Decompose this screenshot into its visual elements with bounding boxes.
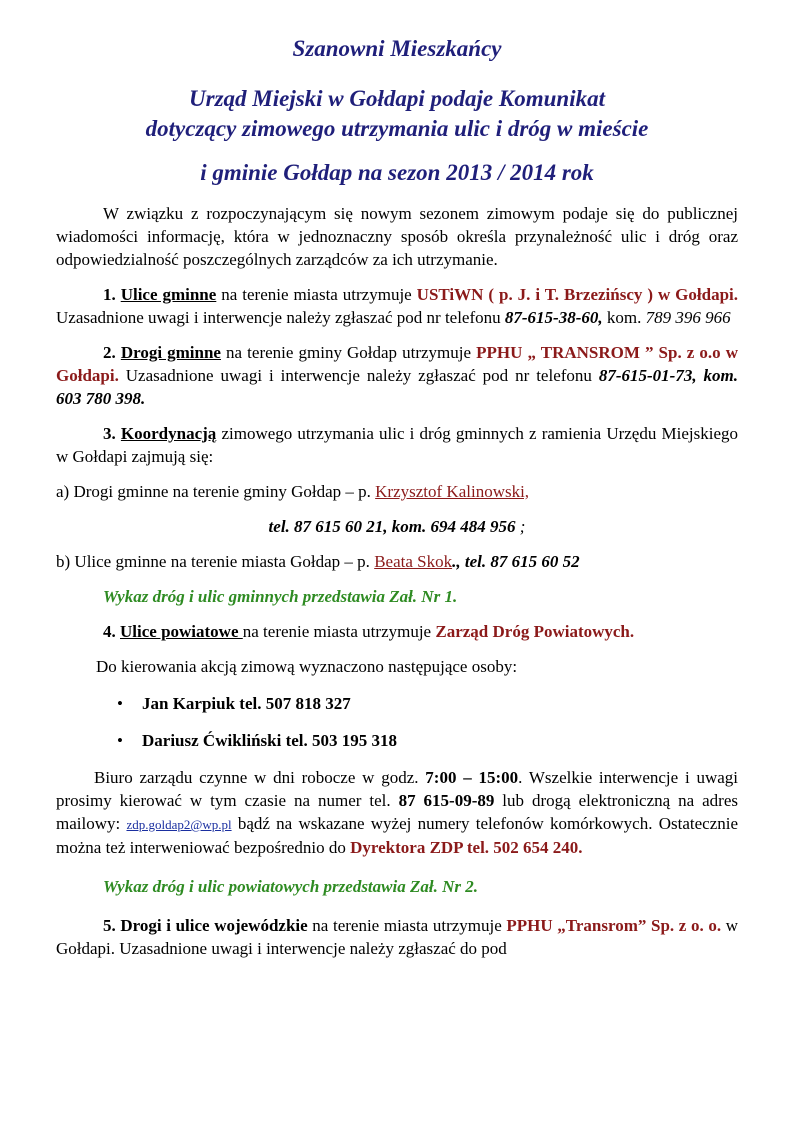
intro-paragraph: W związku z rozpoczynającym się nowym sezonem zimowym podaje się do publicznej wiadomości informację, która w jednoznaczny sposób określa przynależność ulic i dróg oraz odpowiedzialność poszczególnych zarządców za ich utrzymanie. xyxy=(56,204,738,269)
office-text-1: Biuro zarządu czynne w dni robocze w godz. xyxy=(94,768,426,787)
persons-list xyxy=(56,692,738,752)
document-page xyxy=(56,34,738,960)
office-hours: 7:00 – 15:00 xyxy=(425,768,519,787)
section-4-note: Wykaz dróg i ulic powiatowych przedstawia Zał. Nr 2. xyxy=(103,877,478,896)
title-line-2: Urząd Miejski w Gołdapi podaje Komunikat xyxy=(189,86,605,111)
section-3-note: Wykaz dróg i ulic gminnych przedstawia Zał. Nr 1. xyxy=(103,587,458,606)
coordinator-b-text: b) Ulice gminne na terenie miasta Gołdap – p. xyxy=(56,552,375,571)
section-5-number: 5. xyxy=(103,916,116,935)
section-4-text: na terenie miasta utrzymuje xyxy=(242,622,436,641)
section-1-text-2: Uzasadnione uwagi i interwencje należy zgłaszać pod nr telefonu xyxy=(56,308,505,327)
persons-intro: Do kierowania akcją zimową wyznaczono następujące osoby: xyxy=(96,657,518,676)
bullet-icon: • xyxy=(117,731,123,750)
section-5-text-2: w Gołdapi. Uzasadnione uwagi i interwencje należy zgłaszać do pod xyxy=(56,916,738,958)
section-1-text-3: kom. xyxy=(602,308,646,327)
section-3-heading: Koordynacją xyxy=(120,424,217,443)
title-line-4: i gminie Gołdap na sezon 2013 / 2014 rok xyxy=(200,160,594,185)
section-5-company: PPHU „Transrom” Sp. z o. o. xyxy=(506,916,722,935)
section-2 xyxy=(56,341,738,410)
section-3-text: zimowego utrzymania ulic i dróg gminnych z ramienia Urzędu Miejskiego w Gołdapi zajmują się: xyxy=(56,424,738,466)
section-2-text-2: Uzasadnione uwagi i interwencje należy zgłaszać pod nr telefonu xyxy=(118,366,599,385)
bullet-icon: • xyxy=(117,694,123,713)
title-line-3: dotyczący zimowego utrzymania ulic i dróg w mieście xyxy=(145,116,649,141)
section-2-number: 2. xyxy=(103,343,116,362)
coordinator-a-end: ; xyxy=(515,517,526,536)
coordinator-b-name[interactable]: Beata Skok xyxy=(374,552,453,571)
office-paragraph xyxy=(56,766,738,859)
person-1: Jan Karpiuk tel. 507 818 327 xyxy=(142,694,351,713)
section-2-phone: 87-615-01-73, kom. 603 780 398. xyxy=(56,366,739,408)
coordinator-a-phone-line xyxy=(56,515,738,538)
list-item xyxy=(56,729,738,752)
section-4-heading: Ulice powiatowe xyxy=(120,622,243,641)
coordinator-a-text: a) Drogi gminne na terenie gminy Gołdap – p. xyxy=(56,482,376,501)
title-line-1: Szanowni Mieszkańcy xyxy=(292,36,502,61)
coordinator-a-name[interactable]: Krzysztof Kalinowski, xyxy=(375,482,530,501)
director-contact: Dyrektora ZDP tel. 502 654 240. xyxy=(350,838,583,857)
office-text-2: . Wszelkie interwencje i uwagi prosimy kierować w tym czasie na numer tel. xyxy=(56,768,738,810)
coordinator-a-phone: tel. 87 615 60 21, kom. 694 484 956 xyxy=(268,517,516,536)
section-3 xyxy=(56,422,738,468)
email-link[interactable]: zdp.goldap2@wp.pl xyxy=(126,817,232,832)
section-2-company: PPHU „ TRANSROM ” Sp. z o.o w Gołdapi. xyxy=(56,343,738,385)
office-text-4: bądź na wskazane wyżej numery telefonów komórkowych. Ostatecznie można też interweniować bezpośrednio do xyxy=(56,814,739,857)
section-1-mobile: 789 396 966 xyxy=(645,308,731,327)
office-phone: 87 615-09-89 xyxy=(398,791,495,810)
section-5-heading: Drogi i ulice wojewódzkie xyxy=(120,916,308,935)
coordinator-b xyxy=(56,550,738,573)
section-1-number: 1. xyxy=(103,285,116,304)
list-item xyxy=(56,692,738,715)
section-4-number: 4. xyxy=(103,622,116,641)
section-2-heading: Drogi gminne xyxy=(120,343,221,362)
section-3-number: 3. xyxy=(103,424,116,443)
section-1-text: na terenie miasta utrzymuje xyxy=(216,285,417,304)
section-4 xyxy=(56,620,738,643)
section-1-heading: Ulice gminne xyxy=(120,285,217,304)
section-5-text: na terenie miasta utrzymuje xyxy=(307,916,507,935)
section-4-company: Zarząd Dróg Powiatowych. xyxy=(435,622,635,641)
section-1-company: USTiWN ( p. J. i T. Brzezińscy ) w Gołdapi. xyxy=(416,285,738,304)
coordinator-a xyxy=(56,480,738,503)
section-5 xyxy=(56,914,738,960)
section-2-text: na terenie gminy Gołdap utrzymuje xyxy=(220,343,477,362)
coordinator-b-phone: ., tel. 87 615 60 52 xyxy=(452,552,580,571)
section-1 xyxy=(56,283,738,329)
office-text-3: lub drogą elektroniczną na adres mailowy: xyxy=(56,791,739,833)
section-1-phone: 87-615-38-60, xyxy=(504,308,603,327)
person-2: Dariusz Ćwikliński tel. 503 195 318 xyxy=(142,731,398,750)
